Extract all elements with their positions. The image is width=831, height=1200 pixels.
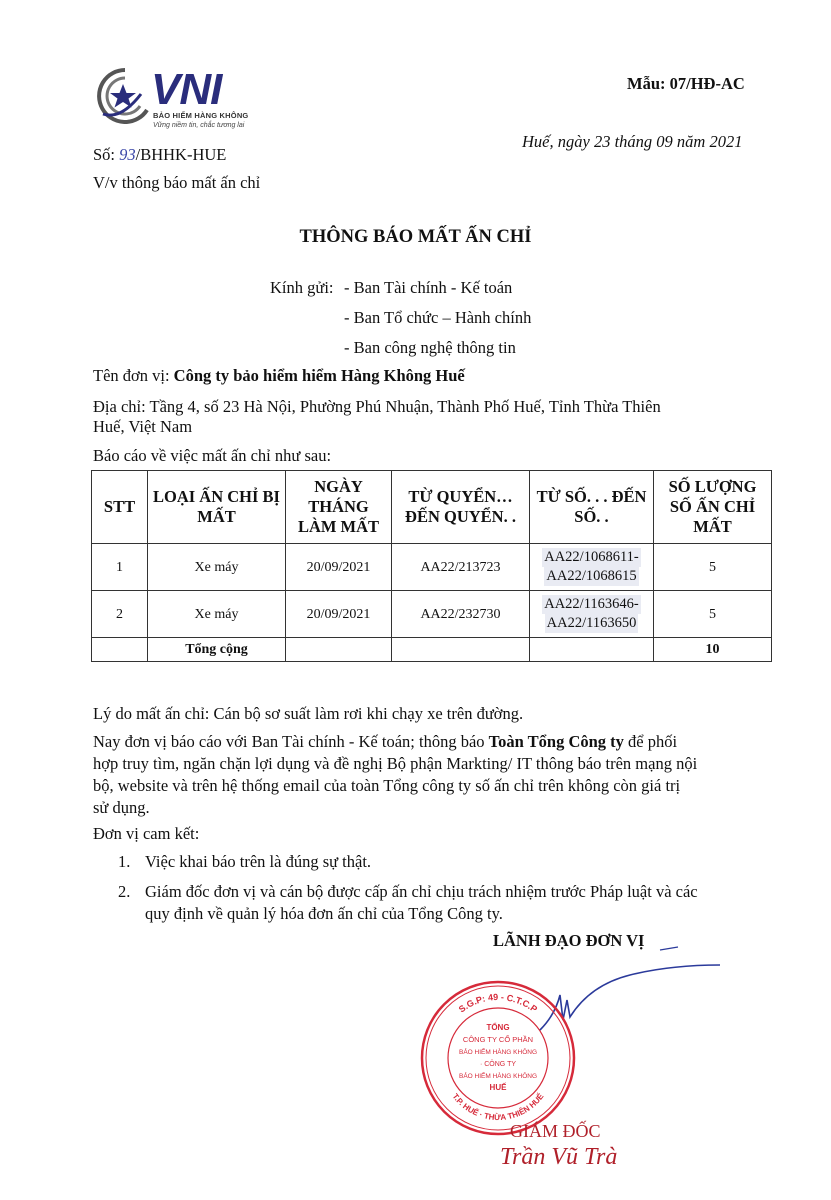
reason-line (93, 703, 523, 724)
date-line: Huế, ngày 23 tháng 09 năm 2021 (522, 132, 743, 151)
cell-empty (392, 638, 530, 662)
table-row (92, 591, 772, 638)
address-line-2: Huế, Việt Nam (93, 417, 193, 436)
total-qty: 10 (654, 638, 772, 662)
reason-label: Lý do mất ấn chỉ: (93, 704, 214, 723)
cell-qty: 5 (654, 591, 772, 638)
recipient-item: - Ban Tài chính - Kế toán (344, 278, 513, 297)
cell-stt: 1 (92, 544, 148, 591)
header-qty: SỐ LƯỢNG SỐ ẤN CHỈ MẤT (654, 471, 772, 544)
header-serial: TỪ SỐ. . . ĐẾN SỐ. . (530, 471, 654, 544)
notice-line-3: bộ, website và trên hệ thống email của toàn Tổng công ty số ấn chỉ trên không còn giá trị (93, 776, 681, 795)
cell-date: 20/09/2021 (286, 591, 392, 638)
cell-stt: 2 (92, 591, 148, 638)
cell-serial (530, 591, 654, 638)
stamp-line: · CÔNG TY (479, 1061, 517, 1068)
company-logo (95, 66, 265, 136)
document-number (93, 144, 226, 165)
cell-book: AA22/232730 (392, 591, 530, 638)
table-row (92, 544, 772, 591)
stamp-line: BẢO HIỂM HÀNG KHÔNG (458, 1073, 538, 1080)
commit-label: Đơn vị cam kết: (93, 824, 200, 843)
table-header-row (92, 471, 772, 544)
table-total-row (92, 638, 772, 662)
notice-text: để phối (623, 732, 678, 751)
serial-from: AA22/1068611- (544, 549, 639, 565)
commit-text: Việc khai báo trên là đúng sự thật. (145, 852, 372, 871)
doc-number-suffix: /BHHK-HUE (135, 145, 227, 164)
cell-empty (286, 638, 392, 662)
notice-line-1 (93, 731, 677, 752)
unit-name: Công ty bảo hiểm hiểm Hàng Không Huế (173, 366, 465, 385)
recipient-item: - Ban Tổ chức – Hành chính (344, 308, 532, 327)
commit-number: 2. (118, 882, 131, 901)
lost-documents-table (91, 470, 772, 662)
reason-text: Cán bộ sơ suất làm rơi khi chạy xe trên đường. (213, 704, 524, 723)
address-line-1: Địa chỉ: Tầng 4, số 23 Hà Nội, Phường Phú Nhuận, Thành Phố Huế, Tỉnh Thừa Thiên (93, 397, 661, 416)
cell-qty: 5 (654, 544, 772, 591)
header-type: LOẠI ẤN CHỈ BỊ MẤT (148, 471, 286, 544)
stamp-outer-bottom: T.P. HUẾ · THỪA THIÊN HUẾ (450, 1091, 546, 1123)
cell-empty (92, 638, 148, 662)
cell-type: Xe máy (148, 544, 286, 591)
notice-emphasis: Toàn Tổng Công ty (488, 732, 624, 751)
logo-slogan: Vững niềm tin, chắc tương lai (153, 122, 245, 129)
subject-line: V/v thông báo mất ấn chỉ (93, 173, 261, 192)
cell-serial (530, 544, 654, 591)
stamp-line: BẢO HIỂM HÀNG KHÔNG (458, 1049, 538, 1056)
commit-text: Giám đốc đơn vị và cán bộ được cấp ấn chỉ chịu trách nhiệm trước Pháp luật và các (145, 882, 698, 901)
serial-to: AA22/1068615 (546, 568, 637, 584)
cell-empty (530, 638, 654, 662)
recipient-item: - Ban công nghệ thông tin (344, 338, 516, 357)
form-code: Mẫu: 07/HĐ-AC (627, 74, 745, 93)
signer-title: GIÁM ĐỐC (510, 1121, 601, 1141)
stamp-line: TỔNG (486, 1023, 510, 1032)
logo-name: BẢO HIỂM HÀNG KHÔNG (153, 111, 249, 120)
notice-text: Nay đơn vị báo cáo với Ban Tài chính - Kế toán; thông báo (93, 732, 489, 751)
recipients-label: Kính gửi: (270, 278, 334, 297)
unit-line (93, 365, 465, 386)
header-book: TỪ QUYỂN… ĐẾN QUYỂN. . (392, 471, 530, 544)
cell-book: AA22/213723 (392, 544, 530, 591)
unit-label: Tên đơn vị: (93, 366, 174, 385)
signer-name: Trần Vũ Trà (500, 1144, 618, 1170)
doc-number-prefix: Số: (93, 145, 120, 164)
cell-type: Xe máy (148, 591, 286, 638)
stamp-line: CÔNG TY CỔ PHẦN (462, 1035, 534, 1044)
doc-number-handwritten: 93 (119, 145, 136, 164)
header-stt: STT (92, 471, 148, 544)
total-label: Tổng cộng (148, 638, 286, 662)
commit-text: quy định về quản lý hóa đơn ấn chỉ của Tổng Công ty. (145, 904, 503, 923)
signature-block-title: LÃNH ĐẠO ĐƠN VỊ (493, 931, 645, 950)
document-title: THÔNG BÁO MẤT ẤN CHỈ (299, 227, 532, 247)
stamp-line: HUẾ (489, 1083, 507, 1092)
logo-emblem-icon (95, 66, 151, 126)
svg-text:S.G.P: 49 - C.T.C.P (457, 992, 539, 1014)
notice-line-4: sử dụng. (93, 798, 150, 817)
report-intro: Báo cáo về việc mất ấn chỉ như sau: (93, 446, 332, 465)
stamp-outer-text: S.G.P: 49 - C.T.C.P (456, 991, 540, 1015)
company-stamp (418, 978, 578, 1138)
serial-to: AA22/1163650 (546, 615, 637, 631)
commit-number: 1. (118, 852, 131, 871)
logo-brand: VNI (151, 65, 222, 114)
notice-line-2: hợp truy tìm, ngăn chặn lợi dụng và đề nghị Bộ phận Markting/ IT thông báo trên mạng nội (93, 754, 698, 773)
header-date: NGÀY THÁNG LÀM MẤT (286, 471, 392, 544)
serial-from: AA22/1163646- (544, 596, 639, 612)
cell-date: 20/09/2021 (286, 544, 392, 591)
